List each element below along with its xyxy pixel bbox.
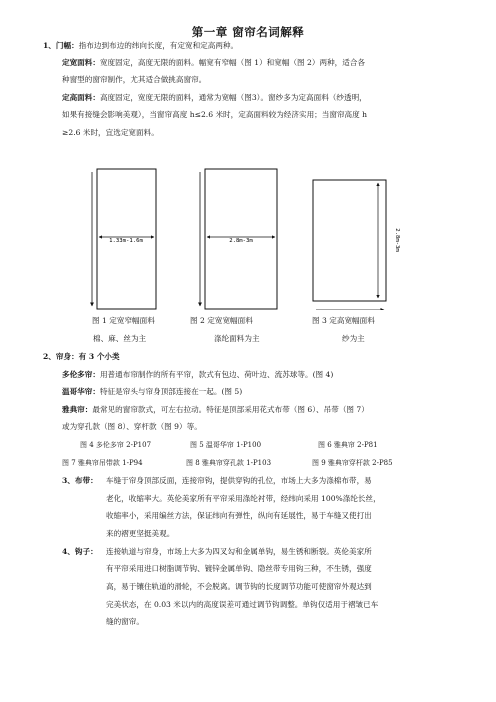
figure-1-caption: 图 1 定宽窄幅面料 [92, 316, 155, 325]
section-3-line-4: 来的褶更坚挺美观。 [106, 529, 175, 538]
figure-2-subcaption: 涤纶面料为主 [214, 334, 260, 343]
section-2-heading: 2、帘身：有 3 个小类 [43, 352, 120, 361]
figure-1-dim: 1.33m-1.6m [109, 238, 143, 244]
fabric-figures [0, 160, 496, 310]
figure-ref: 图 6 雅典帘 2-P81 [318, 441, 378, 449]
section-3-line-1: 车缝于帘身顶部反面，连接帘钩，提供穿钩的孔位，市场上大多为涤棉布带，易 [106, 476, 372, 485]
figure-2-caption: 图 2 定宽宽幅面料 [190, 316, 253, 325]
section-3-line-3: 收缩率小，采用编丝方法，保证纬向有弹性，纵向有延展性，易于车缝又使打出 [106, 511, 372, 520]
figure-3-dim: 2.8m-3m [394, 228, 400, 252]
section-1-text: 指布边到布边的纬向长度，有定宽和定高两种。 [78, 41, 239, 50]
figure-3-diagram [313, 180, 400, 310]
section-1-heading: 1、门幅： [43, 41, 79, 50]
fixed-height-line-3: ≥2.6 米时，宜选定宽面料。 [62, 128, 159, 137]
toronto-curtain-label: 多伦多帘： [62, 370, 100, 379]
chapter-title: 第一章 窗帘名词解释 [191, 25, 305, 39]
section-4-line-3: 高，易于镶住轨道的滑轮，不会脱离。调节钩的长度调节功能可使窗帘外观达到 [106, 582, 372, 591]
figure-ref: 图 4 多伦多帘 2-P107 [80, 441, 152, 449]
fixed-width-label: 定宽面料： [62, 58, 100, 67]
figure-ref: 图 5 温哥华帘 1-P100 [190, 441, 262, 449]
figure-ref: 图 9 雅典帘穿杆款 2-P85 [312, 459, 393, 467]
athens-curtain-label: 雅典帘： [62, 405, 93, 414]
figure-1-diagram [92, 169, 156, 309]
athens-curtain-line-1: 雅典帘：最常见的窗帘款式，可左右拉动。特征是顶部采用花式布带（图 6）、吊带（图 7） [62, 405, 369, 414]
figure-2-diagram [200, 169, 277, 309]
fixed-width-line-2: 种窗型的窗帘制作，尤其适合做挑高窗帘。 [62, 75, 207, 84]
figure-2-dim: 2.8m-3m [229, 238, 253, 244]
section-4-line-2: 有平帘采用进口树脂调节钩、镀锌金属单钩、隐丝带专用钩三种，不生锈，强度 [106, 564, 372, 573]
athens-curtain-line-2: 或为穿孔款（图 8）、穿杆款（图 9）等。 [62, 422, 202, 431]
section-4-line-1: 连接轨道与帘身，市场上大多为四叉勾和金属单钩，易生锈和断裂。英伦美家所 [106, 547, 372, 556]
section-1-line [43, 41, 238, 51]
vancouver-curtain-line: 温哥华帘：特征是帘头与帘身顶部连接在一起。(图 5) [62, 387, 243, 396]
figure-ref: 图 8 雅典帘穿孔款 1-P103 [186, 459, 272, 467]
fixed-height-line-2: 如果有接缝会影响美观），当窗帘高度 h≤2.6 米时，定高面料较为经济实用；当窗帘高度 h [62, 110, 368, 119]
section-4-heading: 4、钩子： [62, 547, 98, 556]
section-3-heading: 3、布带： [62, 476, 98, 485]
section-4-line-4: 完美状态，在 0.03 米以内的高度误差可通过调节钩调整。单钩仅适用于褶皱已车 [106, 600, 379, 609]
section-4-line-5: 缝的窗帘。 [106, 617, 144, 626]
toronto-curtain-line: 多伦多帘：用普通布帘制作的所有平帘，款式有包边、荷叶边、流苏球等。(图 4) [62, 370, 334, 379]
fixed-height-line-1: 定高面料：高度固定，宽度无限的面料，通常为宽幅（图3）。窗纱多为定高面料（纱透明， [62, 93, 367, 102]
figure-3-caption: 图 3 定高宽幅面料 [312, 316, 375, 325]
fixed-width-line-1: 定宽面料：宽度固定，高度无限的面料。幅宽有窄幅（图 1）和宽幅（图 2）两种，适合各 [62, 58, 366, 67]
figure-3-subcaption: 纱为主 [342, 334, 365, 343]
figure-ref: 图 7 雅典帘吊带款 1-P94 [62, 459, 143, 467]
section-3-line-2: 老化，收缩率大。英伦美家所有平帘采用涤纶衬带，经纬向采用 100%涤纶长丝， [106, 494, 381, 503]
figure-1-subcaption: 棉、麻、丝为主 [93, 334, 147, 343]
vancouver-curtain-label: 温哥华帘： [62, 387, 100, 396]
fixed-height-label: 定高面料： [62, 93, 100, 102]
